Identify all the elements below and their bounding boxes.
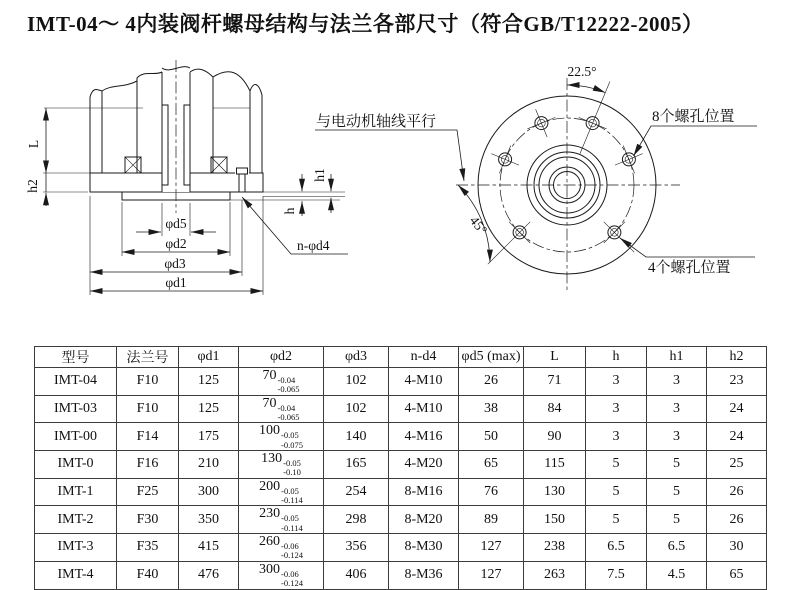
- cell-model: IMT-03: [35, 395, 117, 423]
- cell-d2: 300 -0.06 -0.124: [239, 561, 324, 589]
- cell-flange-no: F30: [117, 506, 179, 534]
- cell-d5-max: 76: [459, 478, 524, 506]
- cell-d1: 210: [179, 451, 239, 479]
- cell-n-d4: 8-M36: [389, 561, 459, 589]
- table-row: [35, 506, 767, 534]
- cell-L: 71: [524, 368, 586, 396]
- cell-h1: 3: [647, 395, 707, 423]
- bolt-hole: [491, 146, 519, 174]
- dimension-label-h2: h2: [25, 179, 40, 193]
- dimension-label-d1: φd1: [165, 275, 187, 290]
- cell-model: IMT-1: [35, 478, 117, 506]
- table-row: [35, 451, 767, 479]
- cell-h1: 3: [647, 423, 707, 451]
- cell-model: IMT-0: [35, 451, 117, 479]
- table-row: [35, 368, 767, 396]
- header-L: L: [524, 347, 586, 368]
- cell-h1: 4.5: [647, 561, 707, 589]
- cell-h1: 5: [647, 478, 707, 506]
- cell-L: 84: [524, 395, 586, 423]
- cell-d5-max: 65: [459, 451, 524, 479]
- cell-h: 7.5: [586, 561, 647, 589]
- table-row: [35, 395, 767, 423]
- table-row: [35, 423, 767, 451]
- cell-d2: 130 -0.05 -0.10: [239, 451, 324, 479]
- cell-model: IMT-4: [35, 561, 117, 589]
- cell-d2: 200 -0.05 -0.114: [239, 478, 324, 506]
- cell-h: 3: [586, 423, 647, 451]
- section-view: [44, 60, 345, 213]
- cell-n-d4: 4-M10: [389, 368, 459, 396]
- cell-h: 6.5: [586, 534, 647, 562]
- cell-flange-no: F14: [117, 423, 179, 451]
- cell-h2: 24: [707, 423, 767, 451]
- cell-model: IMT-2: [35, 506, 117, 534]
- header-n-d4: n-d4: [389, 347, 459, 368]
- cell-h1: 3: [647, 368, 707, 396]
- cell-d5-max: 38: [459, 395, 524, 423]
- dimension-label-nd4: n-φd4: [297, 238, 330, 253]
- page-title: IMT-04～ 4内装阀杆螺母结构与法兰各部尺寸（符合GB/T12222-2005）: [27, 12, 704, 36]
- cell-L: 238: [524, 534, 586, 562]
- dimension-label-L: L: [26, 139, 41, 149]
- cell-n-d4: 4-M20: [389, 451, 459, 479]
- cell-flange-no: F10: [117, 395, 179, 423]
- cell-n-d4: 4-M10: [389, 395, 459, 423]
- cell-d5-max: 50: [459, 423, 524, 451]
- cell-d1: 300: [179, 478, 239, 506]
- cell-h: 5: [586, 451, 647, 479]
- cell-d2: 260 -0.06 -0.124: [239, 534, 324, 562]
- cell-d1: 175: [179, 423, 239, 451]
- cell-model: IMT-04: [35, 368, 117, 396]
- cell-d1: 125: [179, 395, 239, 423]
- cell-model: IMT-3: [35, 534, 117, 562]
- cell-h: 3: [586, 368, 647, 396]
- dimension-label-h: h: [282, 207, 297, 215]
- bearing-left: [125, 157, 141, 173]
- cell-h2: 65: [707, 561, 767, 589]
- header-d2: φd2: [239, 347, 324, 368]
- cell-h2: 25: [707, 451, 767, 479]
- header-d3: φd3: [324, 347, 389, 368]
- cell-d5-max: 127: [459, 534, 524, 562]
- bolt-hole: [528, 109, 556, 137]
- dimension-label-d5: φd5: [165, 216, 187, 231]
- flange-view: [315, 64, 757, 292]
- cell-d2: 230 -0.05 -0.114: [239, 506, 324, 534]
- cell-flange-no: F40: [117, 561, 179, 589]
- cell-d3: 254: [324, 478, 389, 506]
- dimension-label-d3: φd3: [164, 256, 186, 271]
- cell-d3: 140: [324, 423, 389, 451]
- cell-h1: 5: [647, 451, 707, 479]
- dimension-label-d2: φd2: [165, 236, 187, 251]
- cell-L: 130: [524, 478, 586, 506]
- cell-h1: 5: [647, 506, 707, 534]
- note-parallel-to-motor-axis: 与电动机轴线平行: [316, 114, 437, 130]
- cell-h2: 26: [707, 506, 767, 534]
- cell-h: 5: [586, 478, 647, 506]
- header-h: h: [586, 347, 647, 368]
- cell-n-d4: 8-M20: [389, 506, 459, 534]
- cell-h: 3: [586, 395, 647, 423]
- dimension-label-h1: h1: [312, 168, 327, 182]
- cell-h2: 26: [707, 478, 767, 506]
- cell-h2: 30: [707, 534, 767, 562]
- cell-d3: 406: [324, 561, 389, 589]
- table-row: [35, 561, 767, 589]
- cell-d3: 298: [324, 506, 389, 534]
- cell-d2: 70 -0.04 -0.065: [239, 395, 324, 423]
- bolt-hole: [604, 222, 634, 252]
- cell-d1: 415: [179, 534, 239, 562]
- cell-h1: 6.5: [647, 534, 707, 562]
- angle-label-22-5: 22.5°: [567, 64, 597, 79]
- cell-L: 115: [524, 451, 586, 479]
- cell-d1: 125: [179, 368, 239, 396]
- cell-d2: 70 -0.04 -0.065: [239, 368, 324, 396]
- technical-drawing: [0, 55, 800, 297]
- cell-flange-no: F16: [117, 451, 179, 479]
- table-header-row: [35, 347, 767, 368]
- cell-flange-no: F25: [117, 478, 179, 506]
- cell-h2: 24: [707, 395, 767, 423]
- header-flange-no: 法兰号: [117, 347, 179, 368]
- header-d1: φd1: [179, 347, 239, 368]
- header-h2: h2: [707, 347, 767, 368]
- cell-d5-max: 26: [459, 368, 524, 396]
- cell-n-d4: 8-M16: [389, 478, 459, 506]
- spec-table: [34, 346, 767, 590]
- cell-d3: 356: [324, 534, 389, 562]
- cell-model: IMT-00: [35, 423, 117, 451]
- table-row: [35, 478, 767, 506]
- angle-label-45: 45°: [466, 213, 491, 238]
- cell-n-d4: 4-M16: [389, 423, 459, 451]
- cell-L: 150: [524, 506, 586, 534]
- cell-flange-no: F35: [117, 534, 179, 562]
- cell-n-d4: 8-M30: [389, 534, 459, 562]
- cell-d5-max: 127: [459, 561, 524, 589]
- bolt-hole: [615, 146, 643, 174]
- cell-d1: 476: [179, 561, 239, 589]
- bolt-hole: [488, 222, 530, 264]
- cell-d5-max: 89: [459, 506, 524, 534]
- table-row: [35, 534, 767, 562]
- header-d5-max: φd5 (max): [459, 347, 524, 368]
- cell-d3: 165: [324, 451, 389, 479]
- header-model: 型号: [35, 347, 117, 368]
- cell-L: 263: [524, 561, 586, 589]
- cell-d2: 100 -0.05 -0.075: [239, 423, 324, 451]
- note-8-holes: 8个螺孔位置: [652, 109, 735, 125]
- cell-L: 90: [524, 423, 586, 451]
- cell-h: 5: [586, 506, 647, 534]
- cell-d1: 350: [179, 506, 239, 534]
- flange-stud: [235, 167, 249, 192]
- cell-d3: 102: [324, 395, 389, 423]
- cell-h2: 23: [707, 368, 767, 396]
- cell-d3: 102: [324, 368, 389, 396]
- cell-flange-no: F10: [117, 368, 179, 396]
- header-h1: h1: [647, 347, 707, 368]
- note-4-holes: 4个螺孔位置: [648, 260, 731, 276]
